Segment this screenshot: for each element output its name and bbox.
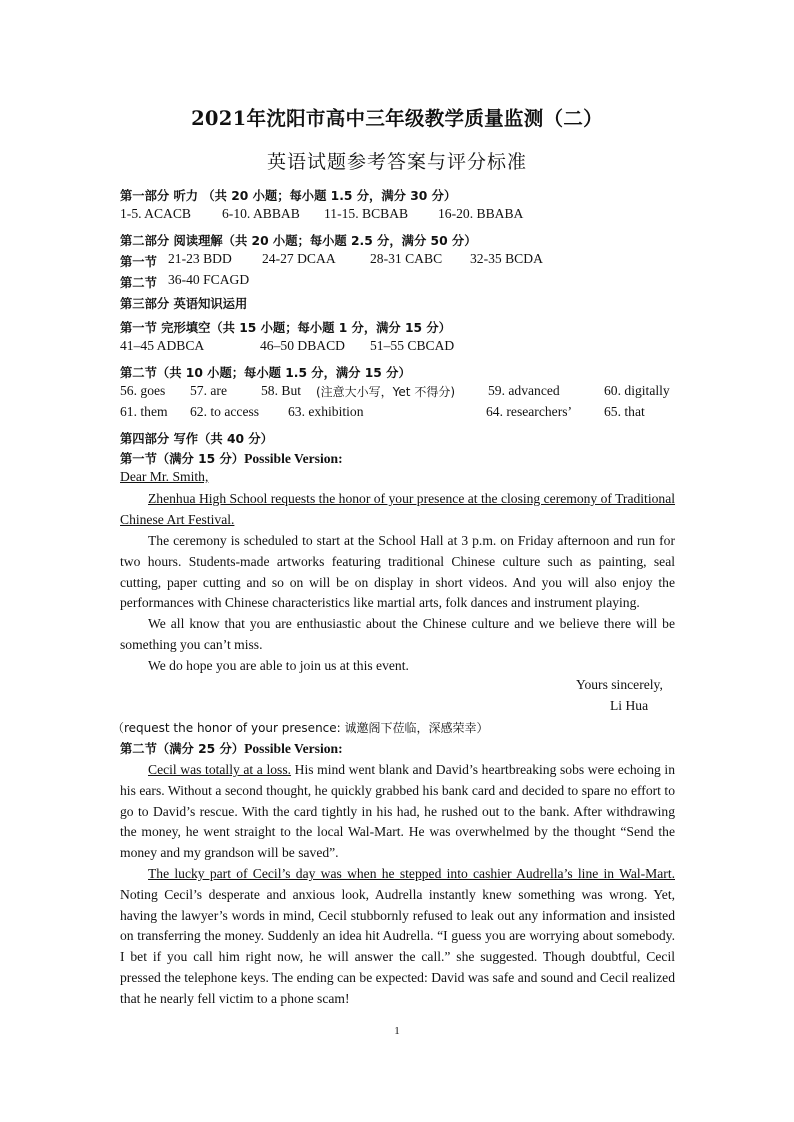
part4-section1-version: Possible Version: bbox=[244, 451, 343, 466]
story-paragraph-2-rest: Noting Cecil’s desperate and anxious look, Audrella instantly knew something was wrong. Yet, having the lawyer’s words in mind, Cecil stubbornly refused to leak out any information and insisted on transferring the money. Suddenly an idea hit Audrella. “I guess you are worrying about somebody. I bet if you call him right now, he will answer the call.” she suggested. Though doubtful, Cecil pressed the telephone keys. The ending can be expected: David was safe and sound and Cecil realized that he nearly fell victim to a phone scam! bbox=[120, 886, 675, 1006]
story-paragraph-1-first-sentence: Cecil was totally at a loss. bbox=[148, 762, 292, 777]
answer-60: 60. digitally bbox=[604, 383, 670, 398]
part2-section1-label: 第一节 bbox=[120, 255, 157, 269]
part2-section2-label: 第二节 bbox=[120, 276, 157, 290]
answer-64: 64. researchers’ bbox=[486, 404, 573, 419]
answer-65: 65. that bbox=[604, 404, 645, 419]
story-paragraph-1-rest: His mind went blank and David’s heartbreaking sobs were echoing in his ears. Without a second thought, he quickly grabbed his bank card and decided to spare no effort to go to David’s rescue. With the card tightly in his had, he rushed out to the bank. After withdrawing the money, he went straight to the local Wal-Mart. He was overwhelmed by the thought “Send the money and my grandson will be saved”. bbox=[120, 762, 676, 861]
part1-answer-1: 1-5. ACACB bbox=[120, 206, 192, 221]
letter-paragraph-3: We all know that you are enthusiastic about the Chinese culture and we believe there will be something you can’t miss. bbox=[120, 616, 675, 652]
answer-56: 56. goes bbox=[120, 383, 166, 398]
part2-section2-answer: 36-40 FCAGD bbox=[168, 272, 250, 287]
page-title: 2021年沈阳市高中三年级教学质量监测（二） bbox=[191, 107, 603, 130]
letter-paragraph-2: The ceremony is scheduled to start at the School Hall at 3 p.m. on Friday afternoon and run for two hours. Students-made artworks featuring traditional Chinese culture such as painting, seal cutting, paper cutting and so on will be on display in short videos. And you will also enjoy the performances with Chinese characteristics like martial arts, folk dances and instrument playing. bbox=[120, 533, 675, 611]
part3-section2-heading: 第二节（共 10 小题；每小题 1.5 分，满分 15 分） bbox=[120, 366, 411, 380]
story-paragraph-2 bbox=[120, 864, 675, 1010]
story-paragraph-1 bbox=[120, 760, 675, 864]
letter-salutation: Dear Mr. Smith, bbox=[120, 469, 209, 484]
vocabulary-note: （request the honor of your presence: 诚邀阁下莅临，深感荣幸） bbox=[112, 721, 489, 735]
part2-answer-1: 21-23 BDD bbox=[168, 251, 232, 266]
page-subtitle: 英语试题参考答案与评分标准 bbox=[266, 151, 527, 173]
letter-signature: Li Hua bbox=[610, 698, 649, 713]
answer-63: 63. exhibition bbox=[288, 404, 364, 419]
part3-answer-3: 51–55 CBCAD bbox=[370, 338, 455, 353]
part1-heading: 第一部分 听力 （共 20 小题；每小题 1.5 分，满分 30 分） bbox=[120, 189, 457, 203]
answer-59: 59. advanced bbox=[488, 383, 560, 398]
answer-62: 62. to access bbox=[190, 404, 260, 419]
letter-paragraph-4: We do hope you are able to join us at this event. bbox=[148, 658, 409, 673]
part4-section2-title: 第二节（满分 25 分） bbox=[120, 742, 245, 756]
story-paragraph-2-first-sentence: The lucky part of Cecil’s day was when he stepped into cashier Audrella’s line in Wal-Mart. bbox=[148, 866, 675, 881]
part3-answer-2: 46–50 DBACD bbox=[260, 338, 345, 353]
part2-answer-3: 28-31 CABC bbox=[370, 251, 443, 266]
part4-section2-version: Possible Version: bbox=[244, 741, 343, 756]
part1-answer-2: 6-10. ABBAB bbox=[222, 206, 300, 221]
part1-answer-4: 16-20. BBABA bbox=[438, 206, 524, 221]
part2-answer-4: 32-35 BCDA bbox=[470, 251, 543, 266]
part4-heading: 第四部分 写作（共 40 分） bbox=[120, 432, 273, 446]
part4-section1-heading bbox=[120, 449, 343, 467]
answer-61: 61. them bbox=[120, 404, 168, 419]
letter-paragraph-1: Zhenhua High School requests the honor of your presence at the closing ceremony of Traditional Chinese Art Festival. bbox=[120, 491, 676, 527]
part1-answer-3: 11-15. BCBAB bbox=[324, 206, 409, 221]
page-number: 1 bbox=[394, 1025, 400, 1037]
part2-answer-2: 24-27 DCAA bbox=[262, 251, 336, 266]
part3-answer-1: 41–45 ADBCA bbox=[120, 338, 205, 353]
part2-heading: 第二部分 阅读理解（共 20 小题；每小题 2.5 分，满分 50 分） bbox=[120, 234, 477, 248]
answer-57: 57. are bbox=[190, 383, 227, 398]
part4-section2-heading bbox=[120, 739, 343, 757]
answer-58-note: (注意大小写，Yet 不得分) bbox=[316, 385, 456, 399]
part3-heading: 第三部分 英语知识运用 bbox=[120, 297, 248, 311]
answer-58: 58. But bbox=[261, 383, 302, 398]
part3-section1-heading: 第一节 完形填空（共 15 小题；每小题 1 分，满分 15 分） bbox=[120, 321, 451, 335]
part4-section1-title: 第一节（满分 15 分） bbox=[120, 452, 245, 466]
letter-closing: Yours sincerely, bbox=[576, 677, 663, 692]
